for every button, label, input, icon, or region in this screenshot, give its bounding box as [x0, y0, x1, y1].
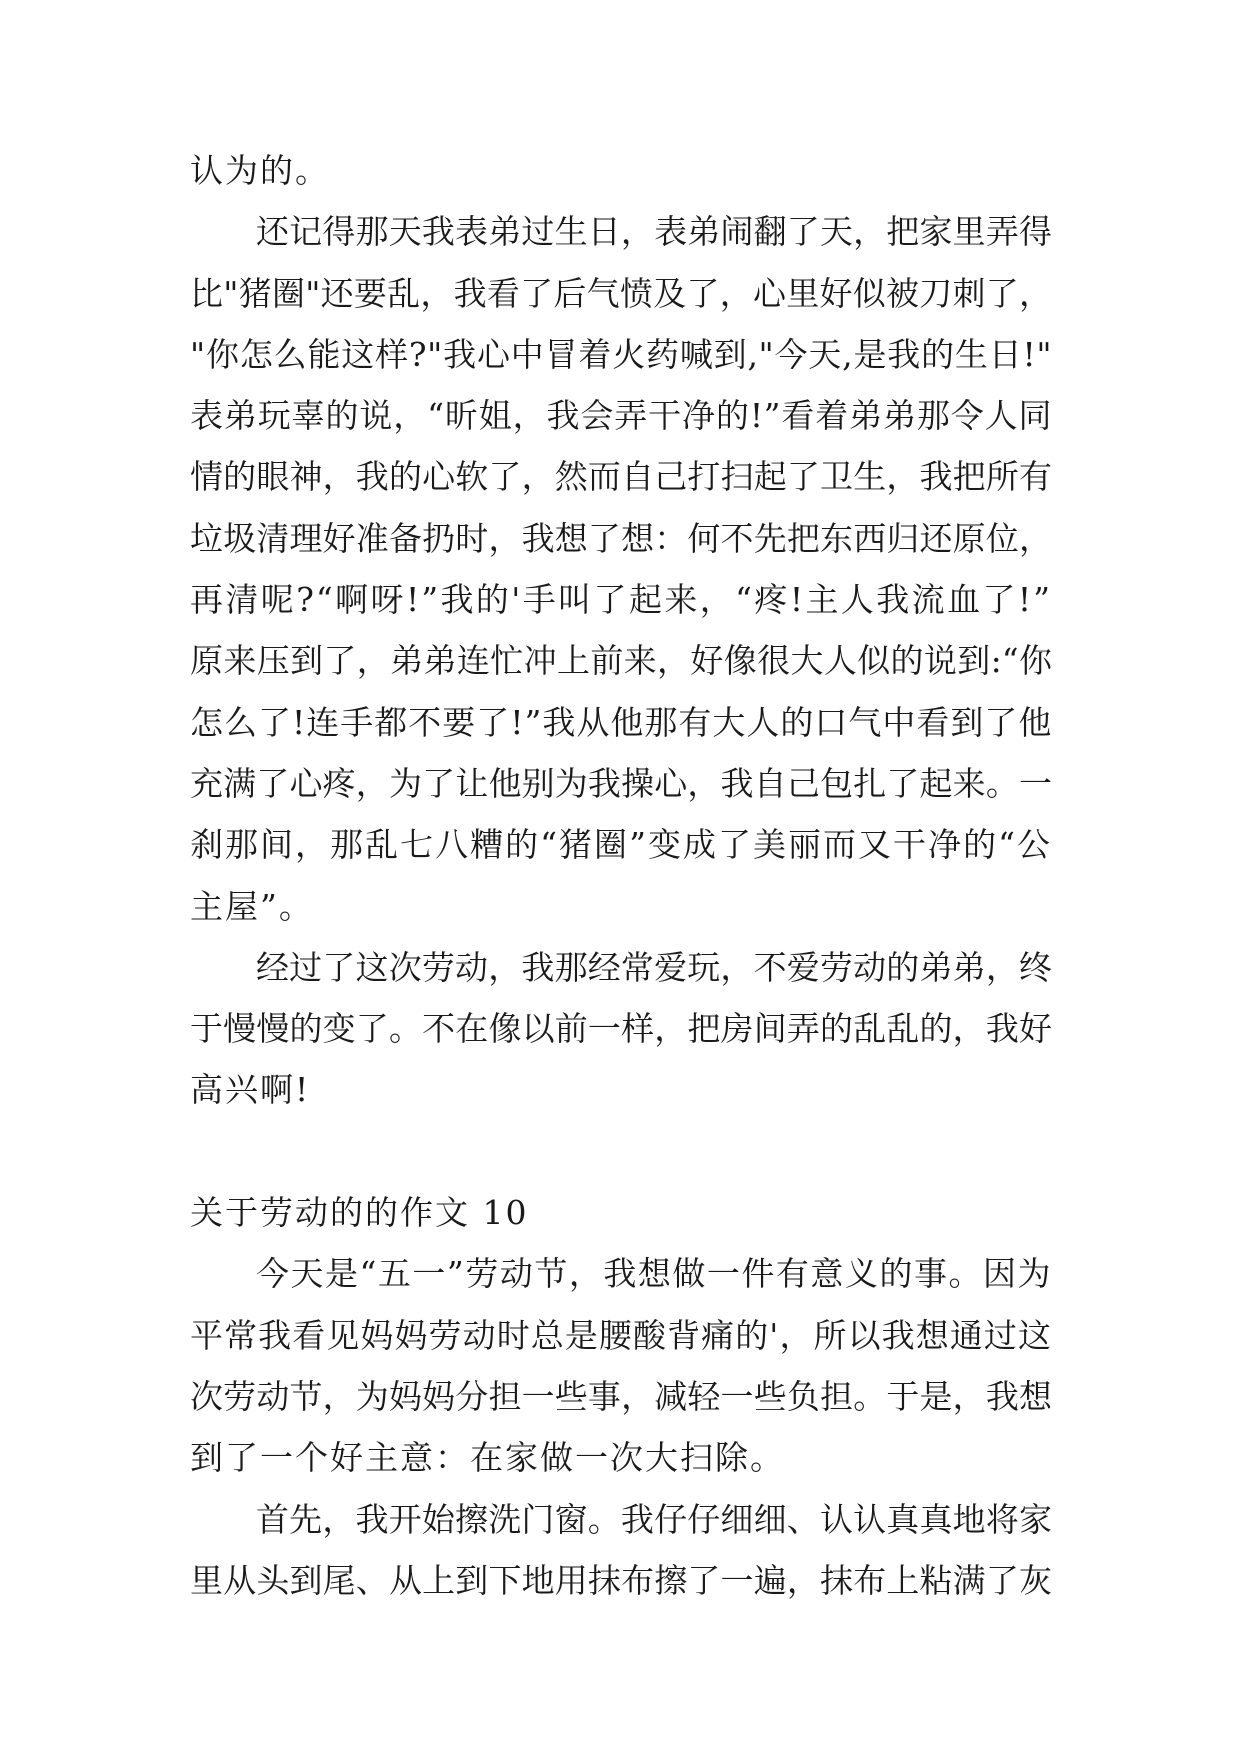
- paragraph-first-line: 还记得那天我表弟过生日，表弟闹翻了天，把家里弄得: [256, 212, 1052, 252]
- text-line: 怎么了!连手都不要了!”我从他那有大人的口气中看到了他: [190, 702, 1053, 742]
- text-line: 里从头到尾、从上到下地用抹布擦了一遍，抹布上粘满了灰: [190, 1560, 1052, 1600]
- text-line: 主屋”。: [190, 886, 314, 926]
- blank-line: [190, 1121, 1052, 1182]
- paragraph-first-line: 今天是“五一”劳动节，我想做一件有意义的事。因为: [256, 1254, 1052, 1294]
- section-heading: 关于劳动的的作文 10: [190, 1193, 529, 1233]
- text-line: 表弟玩辜的说，“昕姐，我会弄干净的!”看着弟弟那令人同: [190, 396, 1052, 436]
- text-line: 再清呢?“啊呀!”我的'手叫了起来，“疼!主人我流血了!”: [190, 580, 1052, 620]
- paragraph-first-line: 经过了这次劳动，我那经常爱玩，不爱劳动的弟弟，终: [256, 947, 1052, 987]
- text-line: 高兴啊!: [190, 1070, 311, 1110]
- text-line: 次劳动节，为妈妈分担一些事，减轻一些负担。于是，我想: [190, 1376, 1052, 1416]
- text-line: 于慢慢的变了。不在像以前一样，把房间弄的乱乱的，我好: [190, 1009, 1052, 1049]
- text-line: 充满了心疼，为了让他别为我操心，我自己包扎了起来。一: [190, 763, 1052, 803]
- text-line: 原来压到了，弟弟连忙冲上前来，好像很大人似的说到:“你: [190, 641, 1052, 681]
- text-line: 到了一个好主意：在家做一次大扫除。: [190, 1438, 785, 1478]
- text-line: 刹那间，那乱七八糟的“猪圈”变成了美丽而又干净的“公: [190, 825, 1052, 865]
- text-line: 情的眼神，我的心软了，然而自己打扫起了卫生，我把所有: [190, 457, 1052, 497]
- text-line: 平常我看见妈妈劳动时总是腰酸背痛的'，所以我想通过这: [190, 1315, 1052, 1355]
- text-line: "你怎么能这样?"我心中冒着火药喊到,"今天,是我的生日!": [190, 334, 1052, 374]
- text-line: 比"猪圈"还要乱，我看了后气愤及了，心里好似被刀刺了，: [190, 273, 1052, 313]
- text-line: 认为的。: [190, 151, 330, 190]
- text-line: 垃圾清理好准备扔时，我想了想：何不先把东西归还原位，: [190, 518, 1052, 558]
- paragraph-first-line: 首先，我开始擦洗门窗。我仔仔细细、认认真真地将家: [256, 1499, 1052, 1539]
- document-body: [190, 140, 1052, 1611]
